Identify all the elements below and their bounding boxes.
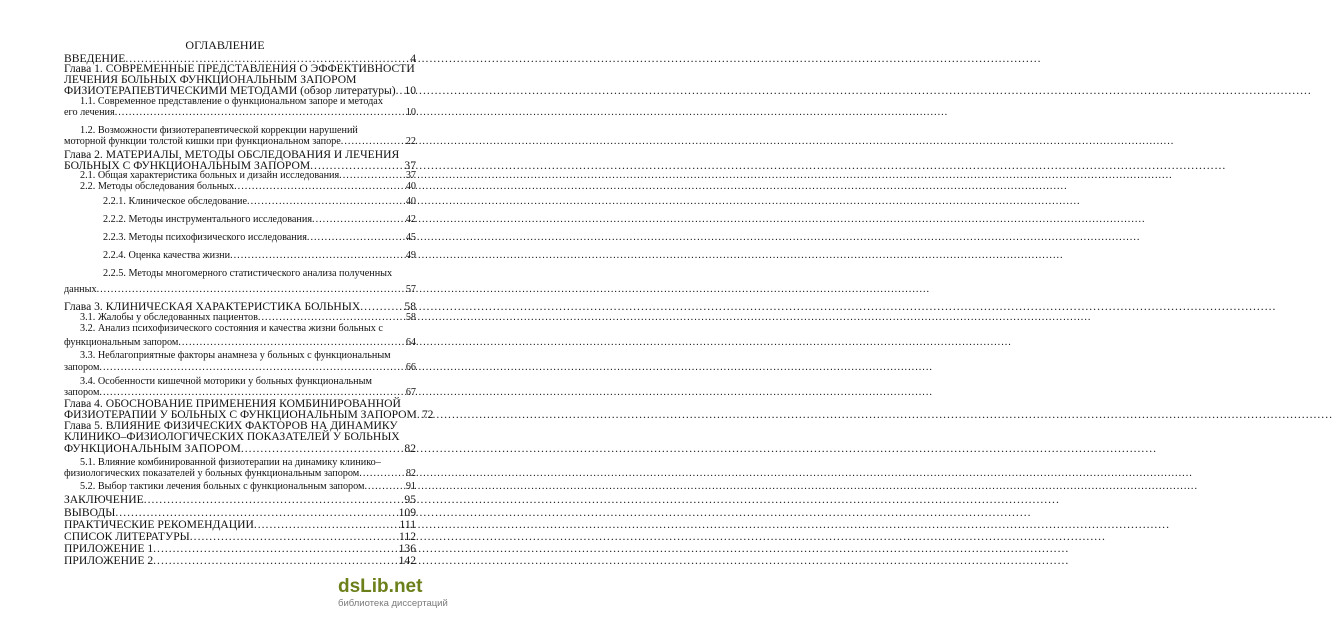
- toc-page-number: 42: [405, 214, 416, 225]
- toc-entry-text: 3.2. Анализ психофизического состояния и качества жизни больных с: [80, 323, 383, 334]
- toc-page-number: 82: [404, 442, 416, 455]
- toc-entry-text: ВЫВОДЫ: [64, 506, 116, 519]
- toc-entry-text: данных: [64, 284, 97, 295]
- toc-page-number: 67: [405, 387, 416, 398]
- toc-page-number: 57: [405, 284, 416, 295]
- toc-entry-text: 2.2.5. Методы многомерного статистического анализа полученных: [103, 268, 393, 279]
- toc-entry-text: ФУНКЦИОНАЛЬНЫМ ЗАПОРОМ: [64, 442, 241, 455]
- toc-entry-text: ЗАКЛЮЧЕНИЕ: [64, 493, 144, 506]
- toc-entry[interactable]: [80, 350, 416, 362]
- toc-page-number: 72: [421, 408, 434, 421]
- dot-leader: [341, 136, 405, 148]
- toc-entry-text: 2.2.1. Клиническое обследование: [103, 196, 248, 207]
- dot-leader: [359, 468, 405, 480]
- toc-entry[interactable]: [64, 136, 416, 148]
- dot-leader: [230, 250, 405, 262]
- dot-leader: [234, 181, 405, 193]
- toc-entry-text: 2.1. Общая характеристика больных и дизайн исследования: [80, 170, 340, 181]
- toc-entry[interactable]: [80, 181, 416, 193]
- dot-leader: [312, 214, 405, 226]
- toc-entry-text: КЛИНИКО–ФИЗИОЛОГИЧЕСКИХ ПОКАЗАТЕЛЕЙ У БОЛЬНЫХ: [64, 430, 400, 443]
- toc-entry-text: 2.2.2. Методы инструментального исследования: [103, 214, 313, 225]
- dslib-logo[interactable]: [338, 576, 448, 612]
- toc-page-number: 136: [398, 542, 416, 555]
- toc-page-number: 4: [410, 52, 416, 65]
- dot-leader: [115, 107, 405, 119]
- toc-entry-text: ПРИЛОЖЕНИЕ 1: [64, 542, 154, 555]
- toc-page-number: 37: [404, 159, 416, 172]
- toc-entry[interactable]: [64, 337, 416, 349]
- toc-entry-text: 1.1. Современное представление о функциональном запоре и методах: [80, 96, 383, 107]
- toc-entry-text: 3.4. Особенности кишечной моторики у больных функциональным: [80, 376, 372, 387]
- toc-entry-text: 3.1. Жалобы у обследованных пациентов: [80, 312, 258, 323]
- toc-entry-text: функциональным запором: [64, 337, 179, 348]
- toc-page-number: 58: [404, 300, 416, 313]
- toc-entry-text: СПИСОК ЛИТЕРАТУРЫ: [64, 530, 190, 543]
- toc-entry-text: 5.1. Влияние комбинированной физиотерапии на динамику клинико–: [80, 457, 381, 468]
- toc-entry[interactable]: [103, 250, 416, 262]
- toc-entry-text: БОЛЬНЫХ С ФУНКЦИОНАЛЬНЫМ ЗАПОРОМ: [64, 159, 311, 172]
- toc-entry-text: Глава 2. МАТЕРИАЛЫ, МЕТОДЫ ОБСЛЕДОВАНИЯ И ЛЕЧЕНИЯ: [64, 148, 400, 161]
- dot-leader: [178, 337, 404, 349]
- toc-page-number: 95: [404, 493, 416, 506]
- toc-page-number: 142: [398, 554, 416, 567]
- toc-entry-text: запором: [64, 362, 100, 373]
- toc-entry[interactable]: [64, 107, 416, 119]
- toc-entry[interactable]: [103, 232, 416, 244]
- dot-leader: [144, 493, 404, 506]
- toc-page-number: 112: [399, 530, 416, 543]
- logo-wordmark: dsLib.net: [338, 576, 423, 597]
- toc-entry[interactable]: [80, 481, 416, 493]
- toc-entry-text: ЛЕЧЕНИЯ БОЛЬНЫХ ФУНКЦИОНАЛЬНЫМ ЗАПОРОМ: [64, 73, 357, 86]
- toc-page-number: 22: [405, 136, 416, 147]
- toc-entry-text: его лечения: [64, 107, 115, 118]
- toc-entry-text: 1.2. Возможности физиотерапевтической коррекции нарушений: [80, 125, 358, 136]
- toc-entry[interactable]: [103, 214, 416, 226]
- toc-entry-text: моторной функции толстой кишки при функциональном запоре: [64, 136, 341, 147]
- toc-entry[interactable]: [103, 196, 416, 208]
- toc-entry-text: Глава 3. КЛИНИЧЕСКАЯ ХАРАКТЕРИСТИКА БОЛЬНЫХ: [64, 300, 361, 313]
- toc-page-number: 37: [405, 170, 416, 181]
- toc-page-number: 82: [405, 468, 416, 479]
- toc-entry[interactable]: [64, 554, 416, 567]
- toc-page-number: 91: [405, 481, 416, 492]
- toc-entry[interactable]: [64, 362, 416, 374]
- toc-title: ОГЛАВЛЕНИЕ: [185, 38, 265, 52]
- dot-leader: [247, 196, 405, 208]
- toc-page-number: 10: [405, 107, 416, 118]
- toc-entry-text: запором: [64, 387, 100, 398]
- toc-page-number: 64: [405, 337, 416, 348]
- toc-entry-text: Глава 5. ВЛИЯНИЕ ФИЗИЧЕСКИХ ФАКТОРОВ НА ДИНАМИКУ: [64, 419, 398, 432]
- toc-page-number: 49: [405, 250, 416, 261]
- toc-entry-text: 2.2.4. Оценка качества жизни: [103, 250, 231, 261]
- toc-entry[interactable]: [103, 268, 416, 280]
- toc-entry-text: ПРИЛОЖЕНИЕ 2: [64, 554, 154, 567]
- toc-entry-text: ПРАКТИЧЕСКИЕ РЕКОМЕНДАЦИИ: [64, 518, 254, 531]
- toc-entry[interactable]: [64, 284, 416, 296]
- toc-entry-text: Глава 4. ОБОСНОВАНИЕ ПРИМЕНЕНИЯ КОМБИНИРОВАННОЙ: [64, 397, 401, 410]
- toc-entry[interactable]: [64, 442, 416, 455]
- logo-tagline: библиотека диссертаций: [338, 598, 448, 609]
- toc-entry-text: ФИЗИОТЕРАПИИ У БОЛЬНЫХ С ФУНКЦИОНАЛЬНЫМ ЗАПОРОМ: [64, 408, 417, 421]
- toc-page-number: 10: [404, 84, 416, 97]
- toc-entry[interactable]: [64, 468, 416, 480]
- toc-entry-text: 3.3. Неблагоприятные факторы анамнеза у больных с функциональным: [80, 350, 391, 361]
- toc-page-number: 45: [405, 232, 416, 243]
- toc-page-number: 109: [398, 506, 416, 519]
- toc-entry-text: 2.2.3. Методы психофизического исследования: [103, 232, 307, 243]
- dot-leader: [99, 362, 404, 374]
- dot-leader: [97, 284, 405, 296]
- toc-page-number: 66: [405, 362, 416, 373]
- toc-entry-text: 5.2. Выбор тактики лечения больных с функциональным запором: [80, 481, 365, 492]
- toc-page-number: 58: [405, 312, 416, 323]
- toc-entry-text: 2.2. Методы обследования больных: [80, 181, 235, 192]
- dot-leader: [307, 232, 405, 244]
- dot-leader: [153, 554, 397, 567]
- toc-page-number: 111: [399, 518, 416, 531]
- dot-leader: [364, 481, 404, 493]
- toc-entry-text: Глава 1. СОВРЕМЕННЫЕ ПРЕДСТАВЛЕНИЯ О ЭФФЕКТИВНОСТИ: [64, 62, 415, 75]
- dot-leader: [241, 442, 404, 455]
- toc-entry-text: ФИЗИОТЕРАПЕВТИЧЕСКИМИ МЕТОДАМИ (обзор литературы): [64, 84, 396, 97]
- toc-entry-text: физиологических показателей у больных функциональным запором: [64, 468, 360, 479]
- toc-entry[interactable]: [80, 323, 416, 335]
- toc-page-number: 40: [405, 196, 416, 207]
- toc-page: [0, 0, 450, 619]
- toc-entry-text: ВВЕДЕНИЕ: [64, 52, 126, 65]
- toc-page-number: 40: [405, 181, 416, 192]
- toc-entry[interactable]: [64, 493, 416, 506]
